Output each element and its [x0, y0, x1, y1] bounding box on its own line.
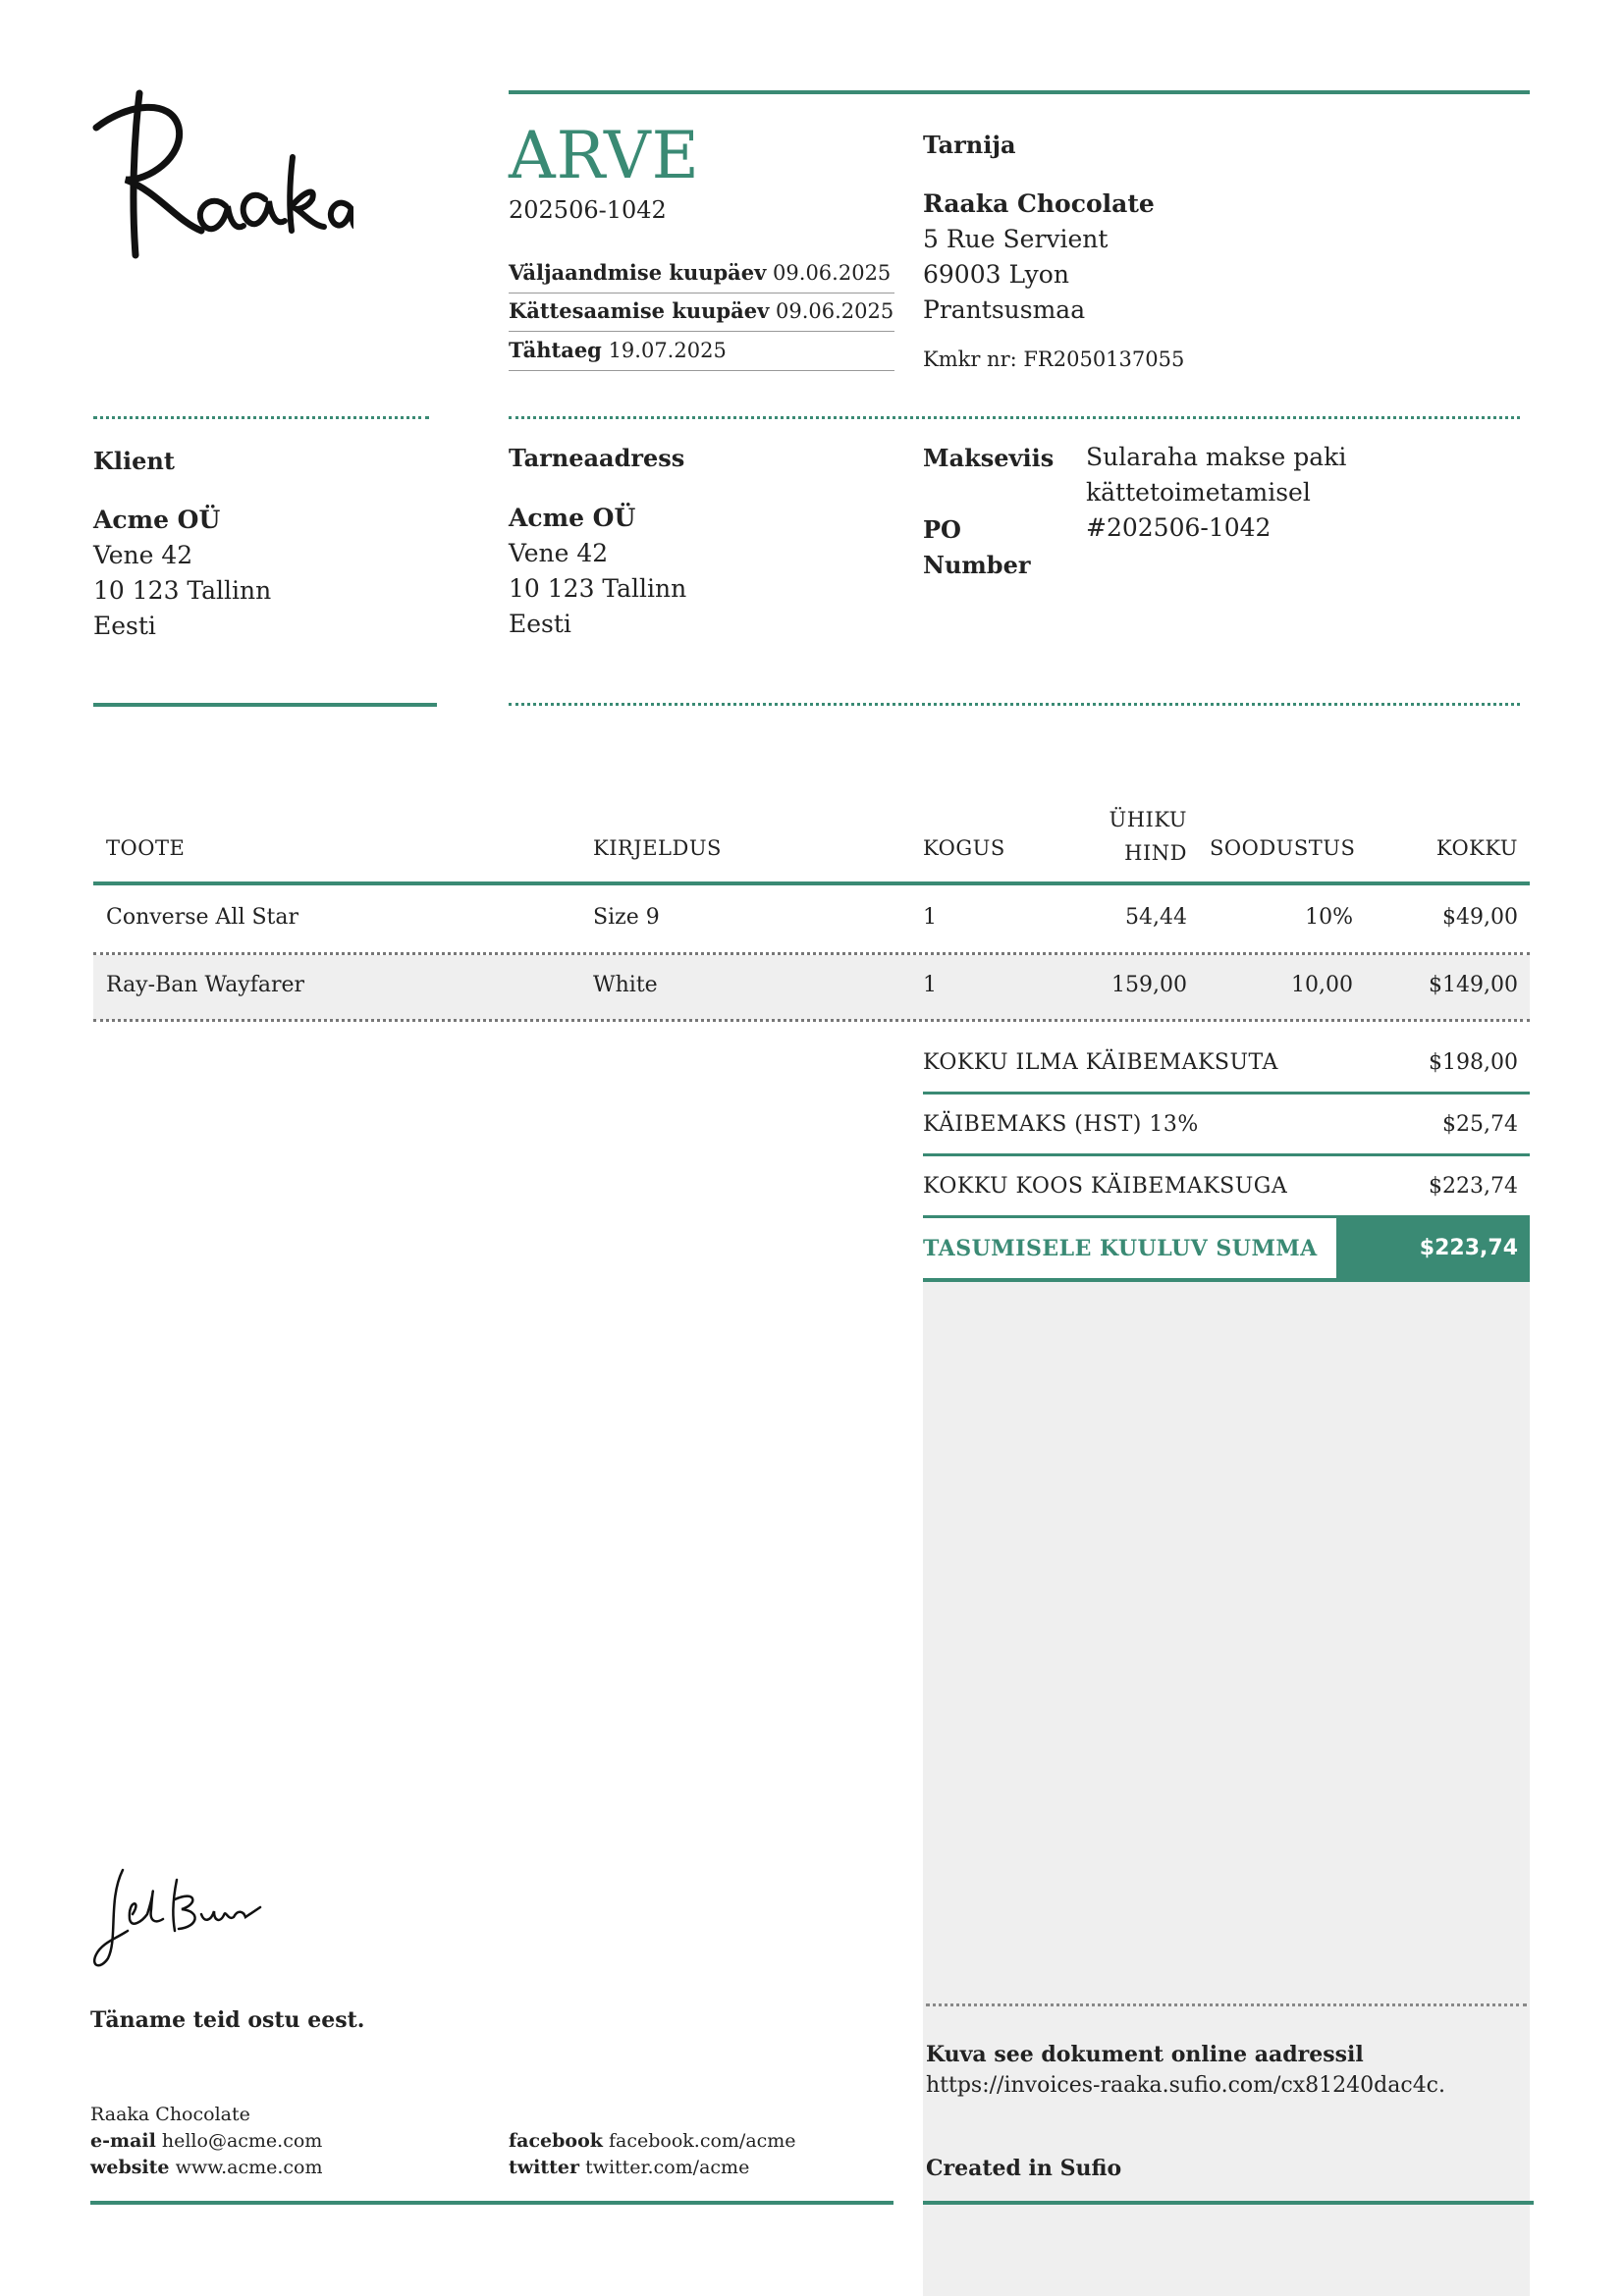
footer-social: [509, 2128, 796, 2181]
amount-due-value-box: [1336, 1218, 1530, 1279]
supplier-block: [923, 187, 1155, 328]
footer-email-label: e-mail: [90, 2130, 156, 2152]
row-total: $49,00: [1442, 905, 1518, 930]
client-name: Acme OÜ: [93, 506, 221, 534]
footer-website-value[interactable]: www.acme.com: [175, 2157, 323, 2178]
row-unit-price: 159,00: [1111, 973, 1187, 997]
receipt-date-value: 09.06.2025: [775, 299, 894, 323]
supplier-heading: Tarnija: [923, 131, 1016, 159]
row-qty: 1: [923, 905, 937, 930]
footer-email-value[interactable]: hello@acme.com: [161, 2130, 323, 2152]
subtotal-label: KOKKU ILMA KÄIBEMAKSUTA: [923, 1050, 1278, 1075]
divider: [509, 703, 1520, 706]
footer-facebook-label: facebook: [509, 2130, 603, 2152]
invoice-title: ARVE: [509, 118, 700, 193]
subtotal-row: [923, 1033, 1530, 1094]
client-bottom-rule: [93, 703, 437, 707]
footer-email: [90, 2128, 323, 2155]
created-in-note: Created in Sufio: [926, 2156, 1122, 2181]
footer-twitter-value[interactable]: twitter.com/acme: [585, 2157, 750, 2178]
amount-due-rule: [923, 1278, 1530, 1282]
signature-drawing: [88, 1860, 265, 1978]
tax-label: KÄIBEMAKS (HST) 13%: [923, 1112, 1199, 1137]
row-total: $149,00: [1429, 973, 1518, 997]
amount-due-row: [923, 1218, 1530, 1279]
client-address-line: 10 123 Tallinn: [93, 576, 272, 605]
footer-twitter-label: twitter: [509, 2157, 580, 2178]
client-heading: Klient: [93, 447, 175, 475]
signature: [88, 1860, 265, 1978]
footer-left-rule: [90, 2201, 893, 2205]
online-view-url[interactable]: https://invoices-raaka.sufio.com/cx81240dac4c.: [926, 2073, 1445, 2098]
row-divider: [93, 1019, 1530, 1022]
col-header-product: TOOTE: [106, 836, 186, 860]
issue-date-row: [509, 260, 894, 294]
shipping-address-line: Eesti: [509, 610, 571, 638]
col-header-discount: SOODUSTUS: [1210, 836, 1356, 860]
footer-twitter: [509, 2155, 796, 2181]
row-unit-price: 54,44: [1125, 905, 1187, 930]
total-label: KOKKU KOOS KÄIBEMAKSUGA: [923, 1174, 1288, 1199]
shipping-address-line: Vene 42: [509, 539, 609, 567]
total-row: [923, 1156, 1530, 1217]
thank-you-note: Täname teid ostu eest.: [90, 2007, 365, 2033]
total-value: $223,74: [1429, 1174, 1518, 1199]
subtotal-value: $198,00: [1429, 1050, 1518, 1075]
shipping-address-line: 10 123 Tallinn: [509, 574, 687, 603]
supplier-address-line: 69003 Lyon: [923, 260, 1069, 289]
amount-due-label: TASUMISELE KUULUV SUMMA: [923, 1236, 1318, 1261]
footer-facebook-value[interactable]: facebook.com/acme: [608, 2130, 796, 2152]
divider: [509, 416, 1520, 419]
issue-date-label: Väljaandmise kuupäev: [509, 260, 767, 285]
po-label-line: PO: [923, 515, 961, 544]
row-discount: 10,00: [1291, 973, 1353, 997]
supplier-vat: Kmkr nr: FR2050137055: [923, 347, 1185, 371]
payment-method-value: [1086, 440, 1346, 510]
row-description: Size 9: [593, 905, 660, 930]
issue-date-value: 09.06.2025: [773, 261, 892, 285]
footer-right-rule: [923, 2201, 1534, 2205]
supplier-name: Raaka Chocolate: [923, 189, 1155, 218]
row-discount: 10%: [1305, 905, 1353, 930]
amount-due-value: $223,74: [1419, 1236, 1518, 1260]
brand-logo: [88, 83, 353, 270]
due-date-value: 19.07.2025: [608, 339, 727, 362]
invoice-number: 202506-1042: [509, 196, 667, 224]
footer-company: Raaka Chocolate: [90, 2104, 250, 2125]
shipping-name: Acme OÜ: [509, 504, 636, 532]
po-label: [923, 512, 1030, 583]
brand-logo-wordmark: [88, 83, 353, 270]
tax-value: $25,74: [1442, 1112, 1518, 1137]
supplier-address-line: Prantsusmaa: [923, 295, 1086, 324]
tax-row: [923, 1095, 1530, 1155]
divider: [93, 416, 429, 419]
col-header-description: KIRJELDUS: [593, 836, 722, 860]
row-product: Ray-Ban Wayfarer: [106, 973, 305, 997]
row-description: White: [593, 973, 658, 997]
payment-method-line: Sularaha makse paki: [1086, 443, 1347, 471]
footer-website: [90, 2155, 323, 2181]
col-header-total: KOKKU: [1435, 836, 1518, 860]
row-qty: 1: [923, 973, 937, 997]
po-value: #202506-1042: [1086, 513, 1272, 542]
client-address-line: Eesti: [93, 612, 156, 640]
receipt-date-label: Kättesaamise kuupäev: [509, 298, 770, 323]
supplier-address-line: 5 Rue Servient: [923, 225, 1109, 253]
col-header-unit-price: [1080, 803, 1187, 870]
po-label-line: Number: [923, 551, 1031, 579]
col-header-unit-line: HIND: [1124, 841, 1187, 865]
summary-panel: [923, 1282, 1530, 2296]
col-header-unit-line: ÜHIKU: [1109, 808, 1187, 831]
receipt-date-row: [509, 298, 894, 332]
panel-divider: [926, 2003, 1527, 2006]
payment-method-line: kättetoimetamisel: [1086, 478, 1311, 507]
footer-contacts: [90, 2102, 323, 2181]
shipping-heading: Tarneaadress: [509, 444, 685, 472]
due-date-row: [509, 338, 894, 371]
row-product: Converse All Star: [106, 905, 299, 930]
client-address-line: Vene 42: [93, 541, 193, 569]
header-top-rule: [509, 90, 1530, 94]
due-date-label: Tähtaeg: [509, 338, 602, 362]
payment-method-label: Makseviis: [923, 444, 1055, 472]
footer-facebook: [509, 2128, 796, 2155]
shipping-block: [509, 501, 686, 642]
client-block: [93, 503, 271, 644]
col-header-qty: KOGUS: [923, 836, 1005, 860]
footer-website-label: website: [90, 2157, 170, 2178]
online-view-label: Kuva see dokument online aadressil: [926, 2042, 1364, 2067]
